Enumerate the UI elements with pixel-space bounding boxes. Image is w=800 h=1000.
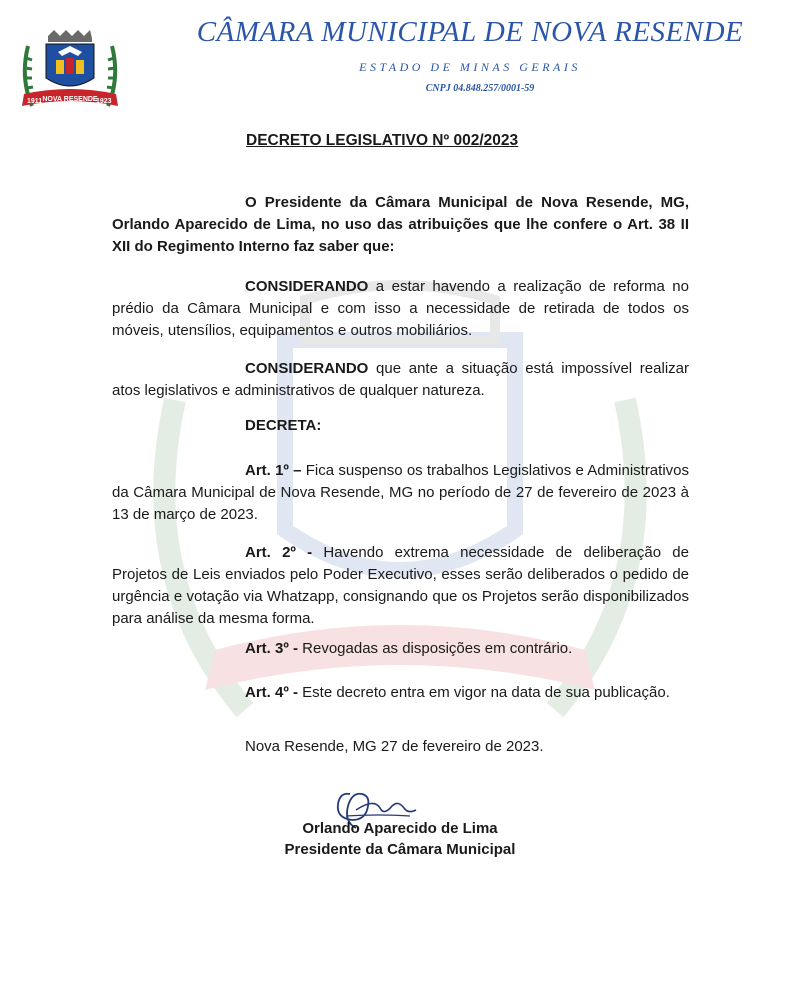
signer-role: Presidente da Câmara Municipal: [284, 841, 516, 858]
article-text: Havendo extrema necessidade de deliberação de Projetos de Leis enviados pelo Poder Executivo, esses serão deliberados o pedido de urgência e votação via Whatzapp, consignando que os Projetos serão disponibilizados para análise da mesma forma.: [112, 544, 689, 627]
article-text: Revogadas as disposições em contrário.: [297, 640, 573, 657]
article-paragraph-1: [112, 460, 689, 526]
article-text: Este decreto entra em vigor na data de sua publicação.: [297, 684, 670, 701]
signer-name: Orlando Aparecido de Lima: [302, 820, 498, 837]
decree-title: DECRETO LEGISLATIVO Nº 002/2023: [246, 132, 519, 149]
considerando-text: que ante a situação está impossível realizar atos legislativos e administrativos de qualquer natureza.: [112, 360, 689, 399]
article-label: Art. 3º -: [245, 640, 298, 657]
crest-year-left: 1911: [27, 98, 43, 105]
cnpj-line: CNPJ 04.848.257/0001-59: [425, 83, 535, 94]
date-line: Nova Resende, MG 27 de fevereiro de 2023.: [245, 738, 544, 755]
considerando-text: a estar havendo a realização de reforma no prédio da Câmara Municipal e com isso a necessidade de retirada de todos os móveis, utensílios, equipamentos e outros mobiliários.: [112, 278, 689, 339]
article-label: Art. 1º –: [245, 462, 302, 479]
article-label: Art. 4º -: [245, 684, 298, 701]
article-text: Fica suspenso os trabalhos Legislativos e Administrativos da Câmara Municipal de Nova Resende, MG no período de 27 de fevereiro de 2023 à 13 de março de 2023.: [112, 462, 689, 523]
decreta-heading: DECRETA:: [245, 417, 322, 434]
article-paragraph-2: [112, 542, 689, 630]
chamber-title: CÂMARA MUNICIPAL DE NOVA RESENDE: [196, 16, 744, 48]
preamble-paragraph: O Presidente da Câmara Municipal de Nova Resende, MG, Orlando Aparecido de Lima, no uso das atribuições que lhe confere o Art. 38 II XII do Regimento Interno faz saber que:: [112, 194, 689, 255]
considerando-label: CONSIDERANDO: [245, 278, 369, 295]
considerando-paragraph-2: [112, 358, 689, 402]
considerando-paragraph-1: [112, 276, 689, 342]
considerando-label: CONSIDERANDO: [245, 360, 369, 377]
state-subtitle: ESTADO DE MINAS GERAIS: [359, 60, 581, 74]
article-paragraph-3: [112, 638, 689, 660]
crest-year-right: 1923: [96, 98, 112, 105]
article-label: Art. 2º -: [245, 544, 313, 561]
article-paragraph-4: [112, 682, 689, 704]
crest-band-text: NOVA RESENDE: [42, 96, 98, 103]
municipal-crest: [18, 28, 122, 114]
